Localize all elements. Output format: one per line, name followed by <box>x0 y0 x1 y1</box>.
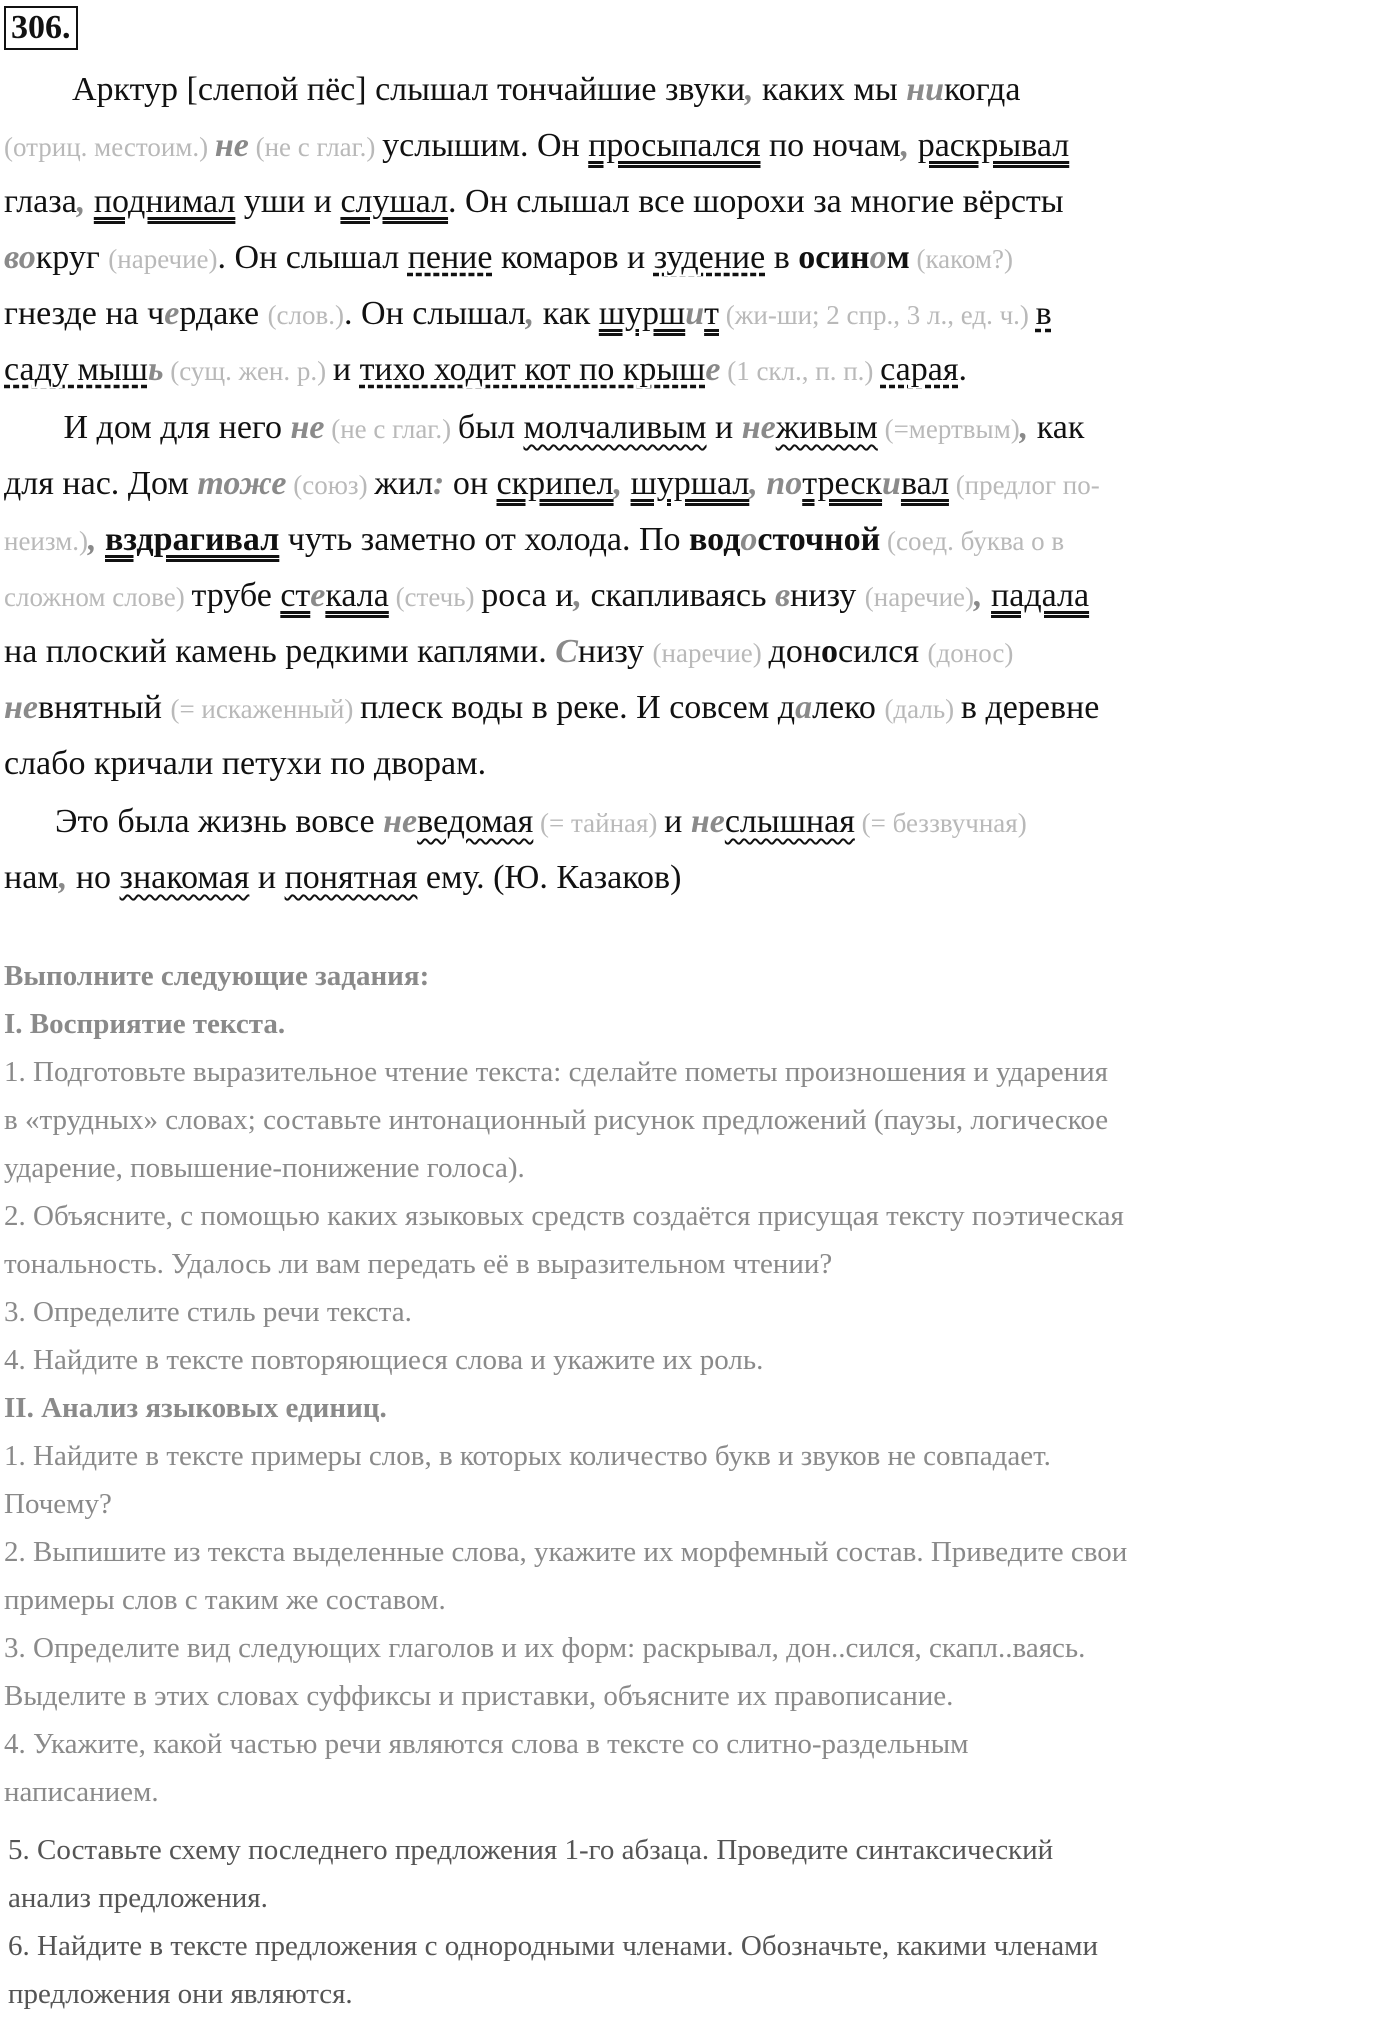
tasks-heading: Выполните следующие задания: <box>4 960 430 992</box>
grammar-note: (даль) <box>884 694 961 724</box>
text-fragment: плеск воды в реке. И совсем д <box>360 689 796 726</box>
text-fragment: слабо кричали петухи по дворам. <box>4 745 487 782</box>
text-fragment: , <box>525 295 535 332</box>
text-fragment: ни <box>906 71 944 108</box>
text-fragment: не <box>214 127 249 164</box>
text-fragment: услышим. Он <box>382 127 589 164</box>
text-fragment: , <box>88 521 97 558</box>
text-fragment <box>622 465 631 502</box>
text-fragment: . Он слышал все шорохи за многие вёрсты <box>448 183 1064 220</box>
text-line <box>4 406 1084 451</box>
text-fragment: чуть заметно от холода. По <box>279 521 690 558</box>
grammar-note: (жи-ши; 2 спр., 3 л., ед. ч.) <box>718 300 1036 330</box>
grammar-note: (донос) <box>927 638 1014 668</box>
task-line: примеры слов с таким же составом. <box>4 1584 446 1616</box>
text-fragment: треск <box>802 465 883 502</box>
grammar-note: (соед. буква о в <box>880 526 1065 556</box>
task-line: 4. Укажите, какой частью речи являются слова в тексте со слитно-раздельным <box>4 1728 969 1760</box>
text-fragment: и <box>706 409 742 446</box>
text-fragment: е <box>705 351 721 388</box>
grammar-note: (каком?) <box>909 244 1013 274</box>
text-fragment: он <box>444 465 497 502</box>
text-fragment: не <box>383 803 418 840</box>
text-line <box>4 124 1069 169</box>
grammar-note: (= искаженный) <box>170 694 361 724</box>
text-fragment: дон <box>768 633 822 670</box>
section1-title: I. Восприятие текста. <box>4 1008 286 1040</box>
text-fragment: Арктур [слепой пёс] слышал тончайшие звуки <box>4 71 746 108</box>
text-fragment: вздрагивал <box>105 521 280 558</box>
task-line: в «трудных» словах; составьте интонационный рисунок предложений (паузы, логическое <box>4 1104 1109 1136</box>
grammar-note: (не с глаг.) <box>248 132 383 162</box>
text-fragment: ведомая <box>417 803 534 840</box>
text-fragment: внятный <box>37 689 171 726</box>
text-fragment: падала <box>991 577 1090 614</box>
task-line: 3. Определите вид следующих глаголов и их форм: раскрывал, дон..сился, скапл..ваясь. <box>4 1632 1086 1664</box>
grammar-note: (наречие) <box>108 244 218 274</box>
task-line: Почему? <box>4 1488 112 1520</box>
text-line <box>4 292 1052 337</box>
text-fragment: : <box>432 465 445 502</box>
text-fragment: по ночам <box>760 127 901 164</box>
text-fragment: трубе <box>191 577 281 614</box>
task-line: 2. Объясните, с помощью каких языковых средств создаётся присущая тексту поэтическая <box>4 1200 1124 1232</box>
text-fragment: по <box>766 465 803 502</box>
text-fragment: , <box>745 71 754 108</box>
task-line: Выделите в этих словах суффиксы и приставки, объясните их правописание. <box>4 1680 954 1712</box>
section2-title: II. Анализ языковых единиц. <box>4 1392 387 1424</box>
text-fragment: кала <box>325 577 389 614</box>
text-fragment: ь <box>147 351 164 388</box>
text-fragment: шурш <box>598 295 686 332</box>
text-line <box>4 68 1020 112</box>
text-fragment: саду мыш <box>4 351 148 388</box>
text-fragment: скапливаясь <box>581 577 775 614</box>
text-fragment: тихо ходит кот по крыш <box>359 351 706 388</box>
grammar-note: (не с глаг.) <box>324 414 458 444</box>
grammar-note: неизм.) <box>4 526 88 556</box>
text-fragment: но <box>67 859 120 896</box>
grammar-note: (1 скл., п. п.) <box>720 356 881 386</box>
text-line <box>4 630 1013 675</box>
task-line: 1. Подготовьте выразительное чтение текста: сделайте пометы произношения и ударения <box>4 1056 1109 1088</box>
task-line: написанием. <box>4 1776 159 1808</box>
grammar-note: (союз) <box>286 470 375 500</box>
text-fragment: , <box>900 127 910 164</box>
text-fragment: о <box>740 521 758 558</box>
text-fragment: не <box>741 409 776 446</box>
text-fragment: сился <box>838 633 928 670</box>
text-fragment: в <box>765 239 799 276</box>
text-fragment: каких мы <box>753 71 907 108</box>
text-line <box>4 348 967 393</box>
grammar-note: (=мертвым) <box>877 414 1020 444</box>
text-fragment: низу <box>577 633 653 670</box>
grammar-note: (слов.) <box>267 300 345 330</box>
grammar-note: (отриц. местоим.) <box>4 132 215 162</box>
text-fragment: как <box>534 295 599 332</box>
text-line <box>4 800 1027 845</box>
exercise-number: 306. <box>4 6 78 50</box>
text-line <box>4 856 681 900</box>
text-fragment: осин <box>798 239 870 276</box>
grammar-note: (сущ. жен. р.) <box>163 356 333 386</box>
grammar-note: сложном слове) <box>4 582 192 612</box>
text-fragment: шуршал <box>630 465 750 502</box>
text-fragment: не <box>290 409 325 446</box>
text-fragment: Это была жизнь вовсе <box>4 803 384 840</box>
text-fragment: сарая <box>880 351 959 388</box>
text-fragment: сточной <box>757 521 881 558</box>
text-fragment: ему. (Ю. Казаков) <box>417 859 682 896</box>
text-fragment: вал <box>900 465 949 502</box>
text-line <box>4 574 1089 619</box>
text-fragment <box>909 127 918 164</box>
text-fragment: не <box>4 689 38 726</box>
text-fragment: И дом для него <box>4 409 291 446</box>
text-fragment: . Он слышал <box>217 239 408 276</box>
text-fragment: , <box>749 465 758 502</box>
text-fragment: в <box>774 577 791 614</box>
text-line <box>4 686 1099 731</box>
text-fragment: как <box>1028 409 1085 446</box>
text-fragment: жил <box>374 465 433 502</box>
text-fragment: вод <box>689 521 741 558</box>
text-line <box>4 236 1013 281</box>
text-fragment: когда <box>944 71 1021 108</box>
text-line <box>4 462 1100 507</box>
grammar-note: (= беззвучная) <box>854 808 1027 838</box>
text-line <box>4 518 1064 563</box>
text-fragment: , <box>76 183 86 220</box>
text-fragment: в <box>1035 295 1052 332</box>
task-line: тональность. Удалось ли вам передать её в выразительном чтении? <box>4 1248 833 1280</box>
text-fragment: и <box>882 465 901 502</box>
text-fragment: слышная <box>724 803 855 840</box>
text-fragment: о <box>869 239 887 276</box>
text-fragment <box>97 521 106 558</box>
task-line: 1. Найдите в тексте примеры слов, в которых количество букв и звуков не совпадает. <box>4 1440 1051 1472</box>
text-fragment: , <box>573 577 582 614</box>
text-fragment: м <box>886 239 910 276</box>
task-line: 2. Выпишите из текста выделенные слова, укажите их морфемный состав. Приведите свои <box>4 1536 1128 1568</box>
text-fragment: . Он слышал <box>344 295 526 332</box>
text-fragment: тоже <box>197 465 287 502</box>
text-fragment: и <box>685 295 705 332</box>
text-fragment: уши и <box>235 183 341 220</box>
text-fragment: поднимал <box>93 183 236 220</box>
text-fragment <box>85 183 94 220</box>
text-fragment: пение <box>407 239 493 276</box>
task-line: 3. Определите стиль речи текста. <box>4 1296 412 1328</box>
task-line: предложения они являются. <box>8 1978 353 2010</box>
text-fragment: и <box>664 803 691 840</box>
text-fragment: зудение <box>653 239 766 276</box>
text-fragment: понятная <box>284 859 418 896</box>
text-fragment: не <box>690 803 725 840</box>
text-fragment: просыпался <box>588 127 761 164</box>
text-fragment: во <box>4 239 36 276</box>
text-fragment: роса и <box>481 577 574 614</box>
text-fragment: леко <box>812 689 885 726</box>
text-fragment: е <box>310 577 326 614</box>
text-fragment: комаров и <box>492 239 654 276</box>
text-fragment: низу <box>790 577 865 614</box>
text-fragment: , <box>1019 409 1029 446</box>
text-fragment: в деревне <box>960 689 1100 726</box>
text-fragment: знакомая <box>119 859 250 896</box>
text-fragment: раскрывал <box>917 127 1070 164</box>
text-fragment: С <box>555 633 578 670</box>
grammar-note: (стечь) <box>388 582 482 612</box>
text-fragment: живым <box>775 409 878 446</box>
task-line: анализ предложения. <box>8 1882 268 1914</box>
task-line: 5. Составьте схему последнего предложения 1-го абзаца. Проведите синтаксический <box>8 1834 1054 1866</box>
text-fragment: , <box>58 859 68 896</box>
grammar-note: (предлог по- <box>948 470 1100 500</box>
text-fragment: е <box>164 295 180 332</box>
text-fragment: ст <box>280 577 311 614</box>
task-line: ударение, повышение-понижение голоса). <box>4 1152 525 1184</box>
text-fragment: гнезде на ч <box>4 295 165 332</box>
text-fragment: а <box>795 689 813 726</box>
grammar-note: (наречие) <box>652 638 769 668</box>
task-line: 4. Найдите в тексте повторяющиеся слова и укажите их роль. <box>4 1344 764 1376</box>
text-fragment <box>983 577 992 614</box>
text-fragment: молчаливым <box>523 409 707 446</box>
text-fragment: был <box>457 409 524 446</box>
text-fragment: о <box>821 633 839 670</box>
text-line <box>4 742 486 786</box>
text-fragment: для нас. Дом <box>4 465 198 502</box>
text-fragment: рдаке <box>179 295 268 332</box>
text-fragment: . <box>958 351 967 388</box>
text-fragment: т <box>704 295 719 332</box>
text-fragment: на плоский камень редкими каплями. <box>4 633 556 670</box>
text-line <box>4 180 1064 224</box>
text-fragment: , <box>613 465 623 502</box>
text-fragment: нам <box>4 859 59 896</box>
text-fragment: и <box>249 859 285 896</box>
text-fragment: скрипел <box>496 465 614 502</box>
grammar-note: (наречие) <box>864 582 975 612</box>
text-fragment: , <box>974 577 983 614</box>
text-fragment: круг <box>35 239 109 276</box>
text-fragment: слушал <box>340 183 449 220</box>
grammar-note: (= тайная) <box>533 808 665 838</box>
text-fragment: и <box>332 351 360 388</box>
task-line: 6. Найдите в тексте предложения с однородными членами. Обозначьте, какими членами <box>8 1930 1098 1962</box>
text-fragment: глаза <box>4 183 77 220</box>
